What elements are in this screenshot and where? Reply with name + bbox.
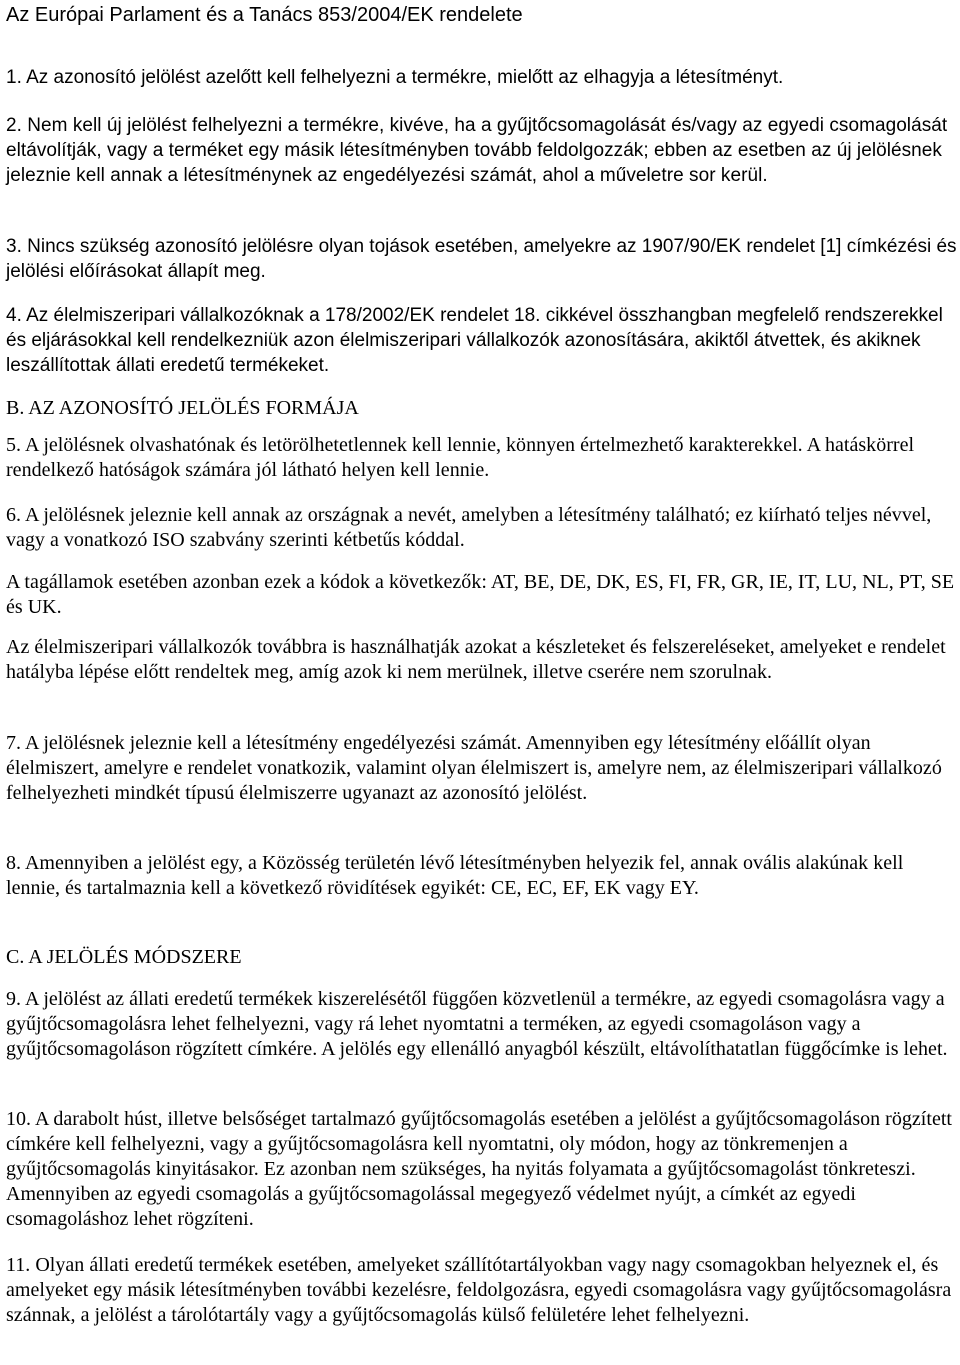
paragraph-2: 2. Nem kell új jelölést felhelyezni a termékre, kivéve, ha a gyűjtőcsomagolását és/vagy az egyedi csomagolását eltávolítják, vagy a terméket egy másik létesítményben tovább feldolgozzák; ebben az esetben az új jelölésnek jeleznie kell annak a létesítménynek az engedélyezési számát, ahol a műveletre sor kerül. (6, 115, 948, 186)
paragraph-9: 9. A jelölést az állati eredetű termékek kiszerelésétől függően közvetlenül a termékre, az egyedi csomagolásra vagy a gyűjtőcsomagolásra lehet felhelyezni, vagy rá lehet nyomtatni a terméken, az egyedi csomagoláson vagy a gyűjtőcsomagoláson rögzített címkére. A jelölés egy ellenálló anyagból készült, eltávolíthatatlan függőcímke is lehet. (6, 988, 948, 1060)
paragraph-3: 3. Nincs szükség azonosító jelölésre olyan tojások esetében, amelyekre az 1907/90/EK rendelet [1] címkézési és jelölési előírásokat állapít meg. (6, 236, 957, 282)
paragraph-10: 10. A darabolt húst, illetve belsőséget tartalmazó gyűjtőcsomagolás esetében a jelölést a gyűjtőcsomagoláson rögzített címkére kell felhelyezni, vagy a gyűjtőcsomagolásra kell nyomtatni, oly módon, hogy az tönkremenjen a gyűjtőcsomagolás kinyitásakor. Ez azonban nem szükséges, ha nyitás folyamata a gyűjtőcsomagolást tönkreteszi. Amennyiben az egyedi csomagolás a gyűjtőcsomagolással megegyező védelmet nyújt, a címkét az egyedi csomagoláshoz lehet rögzíteni. (6, 1108, 953, 1230)
section-heading-c: C. A JELÖLÉS MÓDSZERE (6, 946, 242, 968)
paragraph-4: 4. Az élelmiszeripari vállalkozóknak a 178/2002/EK rendelet 18. cikkével összhangban megfelelő rendszerekkel és eljárásokkal kell rendelkezniük azon élelmiszeripari vállalkozók azonosítására, akiktől átvettek, és akiknek leszállítottak állati eredetű termékeket. (6, 305, 943, 376)
paragraph-8: 8. Amennyiben a jelölést egy, a Közösség területén lévő létesítményben helyezik fel, annak ovális alakúnak kell lennie, és tartalmaznia kell a következő rövidítések egyikét: CE, EC, EF, EK vagy EY. (6, 852, 904, 899)
document-title: Az Európai Parlament és a Tanács 853/2004/EK rendelete (6, 4, 523, 26)
paragraph-6-member-states: A tagállamok esetében azonban ezek a kódok a következők: AT, BE, DE, DK, ES, FI, FR, GR, IE, IT, LU, NL, PT, SE és UK. (6, 571, 955, 618)
paragraph-1: 1. Az azonosító jelölést azelőtt kell felhelyezni a termékre, mielőtt az elhagyja a létesítményt. (6, 67, 784, 88)
paragraph-6: 6. A jelölésnek jeleznie kell annak az országnak a nevét, amelyben a létesítmény található; ez kiírható teljes névvel, vagy a vonatkozó ISO szabvány szerinti kétbetűs kóddal. (6, 504, 932, 551)
paragraph-6-supplies: Az élelmiszeripari vállalkozók továbbra is használhatják azokat a készleteket és felszereléseket, amelyeket e rendelet hatályba lépése előtt rendeltek meg, amíg azok ki nem merülnek, illetve cserére nem szorulnak. (6, 636, 946, 683)
section-heading-b: B. AZ AZONOSÍTÓ JELÖLÉS FORMÁJA (6, 397, 359, 419)
paragraph-11: 11. Olyan állati eredetű termékek esetében, amelyeket szállítótartályokban vagy nagy csomagokban helyeznek el, és amelyeket egy másik létesítményben további kezelésre, feldolgozásra, egyedi csomagolásra vagy gyűjtőcsomagolásra szánnak, a jelölést a tárolótartály vagy a gyűjtőcsomagolás külső felületére lehet felhelyezni. (6, 1254, 952, 1326)
paragraph-7: 7. A jelölésnek jeleznie kell a létesítmény engedélyezési számát. Amennyiben egy létesítmény előállít olyan élelmiszert, amelyre e rendelet vonatkozik, valamint olyan élelmiszert is, amelyre nem, az élelmiszeripari vállalkozó felhelyezheti mindkét típusú élelmiszerre ugyanazt az azonosító jelölést. (6, 732, 942, 804)
paragraph-5: 5. A jelölésnek olvashatónak és letörölhetetlennek kell lennie, könnyen értelmezhető karakterekkel. A hatáskörrel rendelkező hatóságok számára jól látható helyen kell lennie. (6, 434, 915, 481)
